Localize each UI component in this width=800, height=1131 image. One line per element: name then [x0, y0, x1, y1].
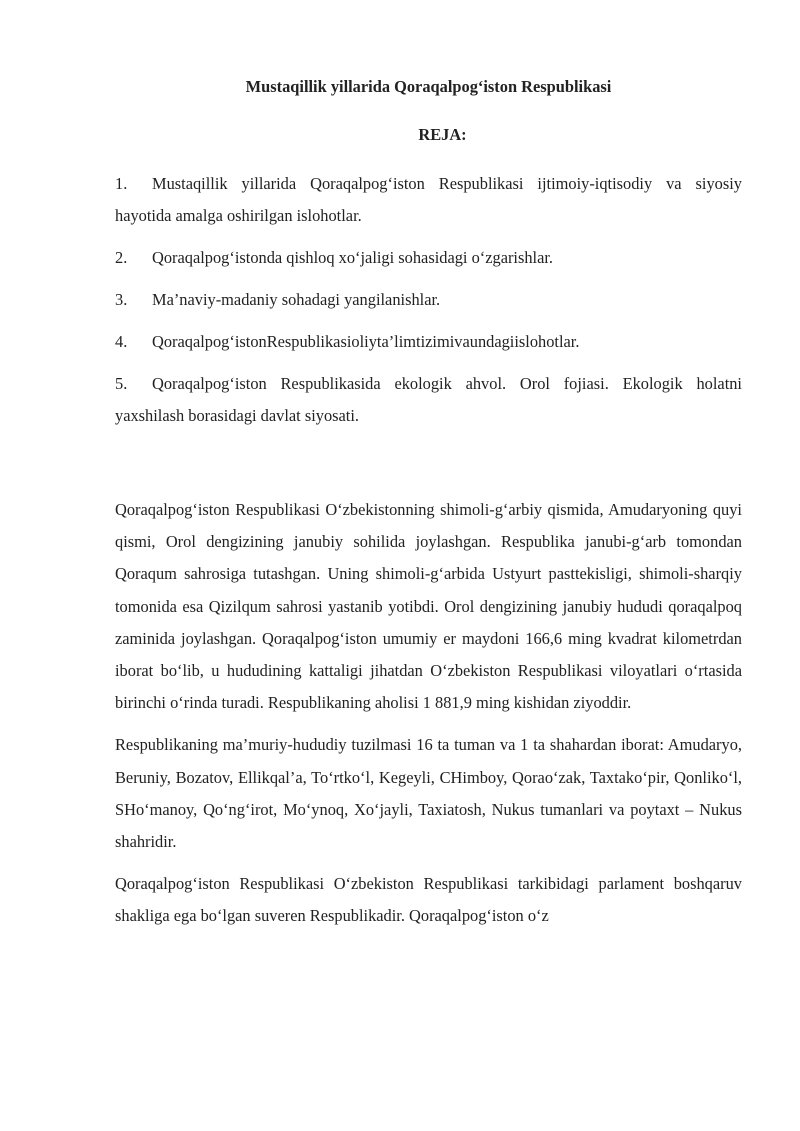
plan-heading: REJA:	[418, 125, 467, 144]
plan-item	[115, 326, 742, 358]
plan-item	[115, 368, 742, 432]
document-title: Mustaqillik yillarida Qoraqalpog‘iston Respublikasi	[245, 77, 612, 96]
plan-list	[115, 168, 742, 432]
plan-item-text: Qoraqalpog‘iston Respublikasida ekologik ahvol. Orol fojiasi. Ekologik holatni yaxshilash borasidagi davlat siyosati.	[115, 374, 742, 425]
plan-item-text: Qoraqalpog‘istonRespublikasioliyta’limtizimivaundagiislohotlar.	[152, 332, 580, 351]
plan-item-text: Qoraqalpog‘istonda qishloq xo‘jaligi sohasidagi o‘zgarishlar.	[152, 248, 554, 267]
plan-item-number: 1.	[115, 174, 128, 193]
plan-item	[115, 168, 742, 232]
plan-item-text: Mustaqillik yillarida Qoraqalpog‘iston Respublikasi ijtimoiy-iqtisodiy va siyosiy hayotida amalga oshirilgan islohotlar.	[115, 174, 742, 225]
plan-item-number: 4.	[115, 332, 128, 351]
plan-item-number: 3.	[115, 290, 128, 309]
body-paragraph: Respublikaning ma’muriy-hududiy tuzilmasi 16 ta tuman va 1 ta shahardan iborat: Amudaryo, Beruniy, Bozatov, Ellikqal’a, To‘rtko‘l, Kegeyli, CHimboy, Qorao‘zak, Taxtako‘pir, Qonliko‘l, SHo‘manoy, Qo‘ng‘irot, Mo‘ynoq, Xo‘jayli, Taxiatosh, Nukus tumanlari va poytaxt – Nukus shahridir.	[115, 735, 742, 852]
body-paragraph: Qoraqalpog‘iston Respublikasi O‘zbekistonning shimoli-g‘arbiy qismida, Amudaryoning quyi qismi, Orol dengizining janubiy sohilida joylashgan. Respublika janubi-g‘arb tomondan Qoraqum sahrosiga tutashgan. Uning shimoli-g‘arbida Ustyurt pasttekisligi, shimoli-sharqiy tomonida esa Qizilqum sahrosi yastanib yotibdi. Orol dengizining janubiy hududi qoraqalpoq zaminida joylashgan. Qoraqalpog‘iston umumiy er maydoni 166,6 ming kvadrat kilometrdan iborat bo‘lib, u hududining kattaligi jihatdan O‘zbekiston Respublikasi viloyatlari o‘rtasida birinchi o‘rinda turadi. Respublikaning aholisi 1 881,9 ming kishidan ziyoddir.	[115, 500, 742, 713]
plan-item	[115, 284, 742, 316]
plan-item-number: 5.	[115, 374, 128, 393]
plan-item-number: 2.	[115, 248, 128, 267]
section-spacer	[115, 442, 742, 494]
body-paragraph: Qoraqalpog‘iston Respublikasi O‘zbekiston Respublikasi tarkibidagi parlament boshqaruv shakliga ega bo‘lgan suveren Respublikadir. Qoraqalpog‘iston o‘z	[115, 874, 742, 926]
plan-item-text: Ma’naviy-madaniy sohadagi yangilanishlar.	[152, 290, 441, 309]
plan-item	[115, 242, 742, 274]
